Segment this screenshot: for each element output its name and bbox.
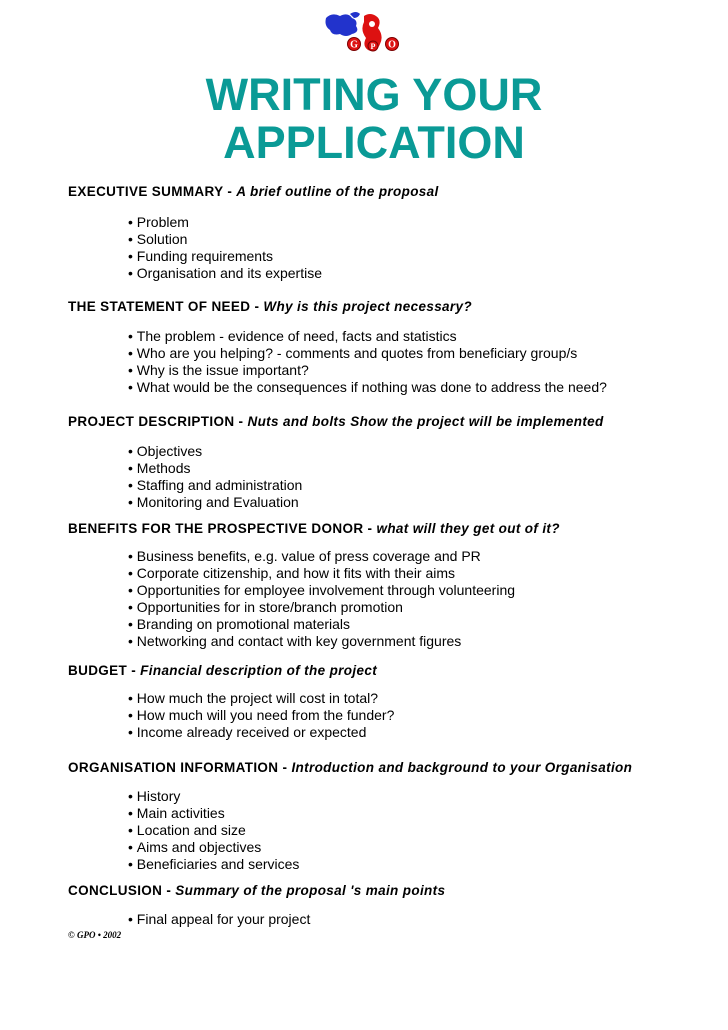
section-heading	[68, 883, 718, 899]
svg-text:P: P	[370, 42, 376, 51]
section-heading-label: BUDGET -	[68, 663, 141, 678]
section-heading-label: CONCLUSION -	[68, 883, 176, 898]
section-heading-label: ORGANISATION INFORMATION -	[68, 760, 292, 775]
list-item: • Solution	[128, 231, 718, 248]
section-heading-subtitle: Introduction and background to your Organisation	[291, 760, 633, 775]
list-item: • Branding on promotional materials	[128, 616, 718, 633]
section-organisation-information	[68, 760, 718, 873]
section-heading-subtitle: what will they get out of it?	[376, 521, 560, 536]
gpo-logo-icon	[322, 10, 408, 58]
section-heading	[68, 299, 718, 315]
section-statement-of-need	[68, 299, 718, 396]
list-item: • Methods	[128, 460, 718, 477]
list-item: • Location and size	[128, 822, 718, 839]
list-item: • How much will you need from the funder?	[128, 707, 718, 724]
list-item: • Objectives	[128, 443, 718, 460]
section-executive-summary	[68, 184, 718, 282]
list-item: • Problem	[128, 214, 718, 231]
copyright-footer: © GPO • 2002	[68, 930, 122, 940]
section-conclusion	[68, 883, 718, 928]
list-item: • The problem - evidence of need, facts and statistics	[128, 328, 718, 345]
section-heading	[68, 521, 718, 537]
section-heading-label: BENEFITS FOR THE PROSPECTIVE DONOR -	[68, 521, 377, 536]
list-item: • Aims and objectives	[128, 839, 718, 856]
section-heading-subtitle: Nuts and bolts Show the project will be implemented	[247, 414, 604, 429]
svg-text:O: O	[388, 39, 396, 51]
list-item: • What would be the consequences if nothing was done to address the need?	[128, 379, 718, 396]
list-item: • Organisation and its expertise	[128, 265, 718, 282]
list-item: • Why is the issue important?	[128, 362, 718, 379]
list-item: • Opportunities for employee involvement through volunteering	[128, 582, 718, 599]
bullet-list	[68, 548, 718, 650]
list-item: • Funding requirements	[128, 248, 718, 265]
list-item: • Monitoring and Evaluation	[128, 494, 718, 511]
svg-text:G: G	[350, 39, 358, 51]
list-item: • Networking and contact with key government figures	[128, 633, 718, 650]
list-item: • Final appeal for your project	[128, 911, 718, 928]
section-heading-label: THE STATEMENT OF NEED -	[68, 299, 264, 314]
list-item: • Opportunities for in store/branch promotion	[128, 599, 718, 616]
section-heading	[68, 414, 718, 430]
section-budget	[68, 663, 718, 741]
list-item: • History	[128, 788, 718, 805]
list-item: • How much the project will cost in total?	[128, 690, 718, 707]
section-heading	[68, 184, 718, 200]
section-heading-subtitle: Why is this project necessary?	[263, 299, 472, 314]
section-donor-benefits	[68, 521, 718, 650]
bullet-list	[68, 690, 718, 741]
list-item: • Who are you helping? - comments and quotes from beneficiary group/s	[128, 345, 718, 362]
list-item: • Business benefits, e.g. value of press coverage and PR	[128, 548, 718, 565]
section-heading-subtitle: Summary of the proposal 's main points	[175, 883, 446, 898]
list-item: • Corporate citizenship, and how it fits with their aims	[128, 565, 718, 582]
page-title-line-1: WRITING YOUR	[205, 69, 543, 120]
page-title-line-2: APPLICATION	[223, 117, 525, 168]
bullet-list	[68, 443, 718, 511]
section-heading	[68, 760, 718, 776]
list-item: • Staffing and administration	[128, 477, 718, 494]
bullet-list	[68, 911, 718, 928]
section-project-description	[68, 414, 718, 511]
section-heading-subtitle: A brief outline of the proposal	[236, 184, 439, 199]
list-item: • Beneficiaries and services	[128, 856, 718, 873]
bullet-list	[68, 214, 718, 282]
list-item: • Income already received or expected	[128, 724, 718, 741]
bullet-list	[68, 328, 718, 396]
section-heading-subtitle: Financial description of the project	[140, 663, 378, 678]
section-heading	[68, 663, 718, 679]
bullet-list	[68, 788, 718, 873]
section-heading-label: EXECUTIVE SUMMARY -	[68, 184, 237, 199]
list-item: • Main activities	[128, 805, 718, 822]
section-heading-label: PROJECT DESCRIPTION -	[68, 414, 248, 429]
